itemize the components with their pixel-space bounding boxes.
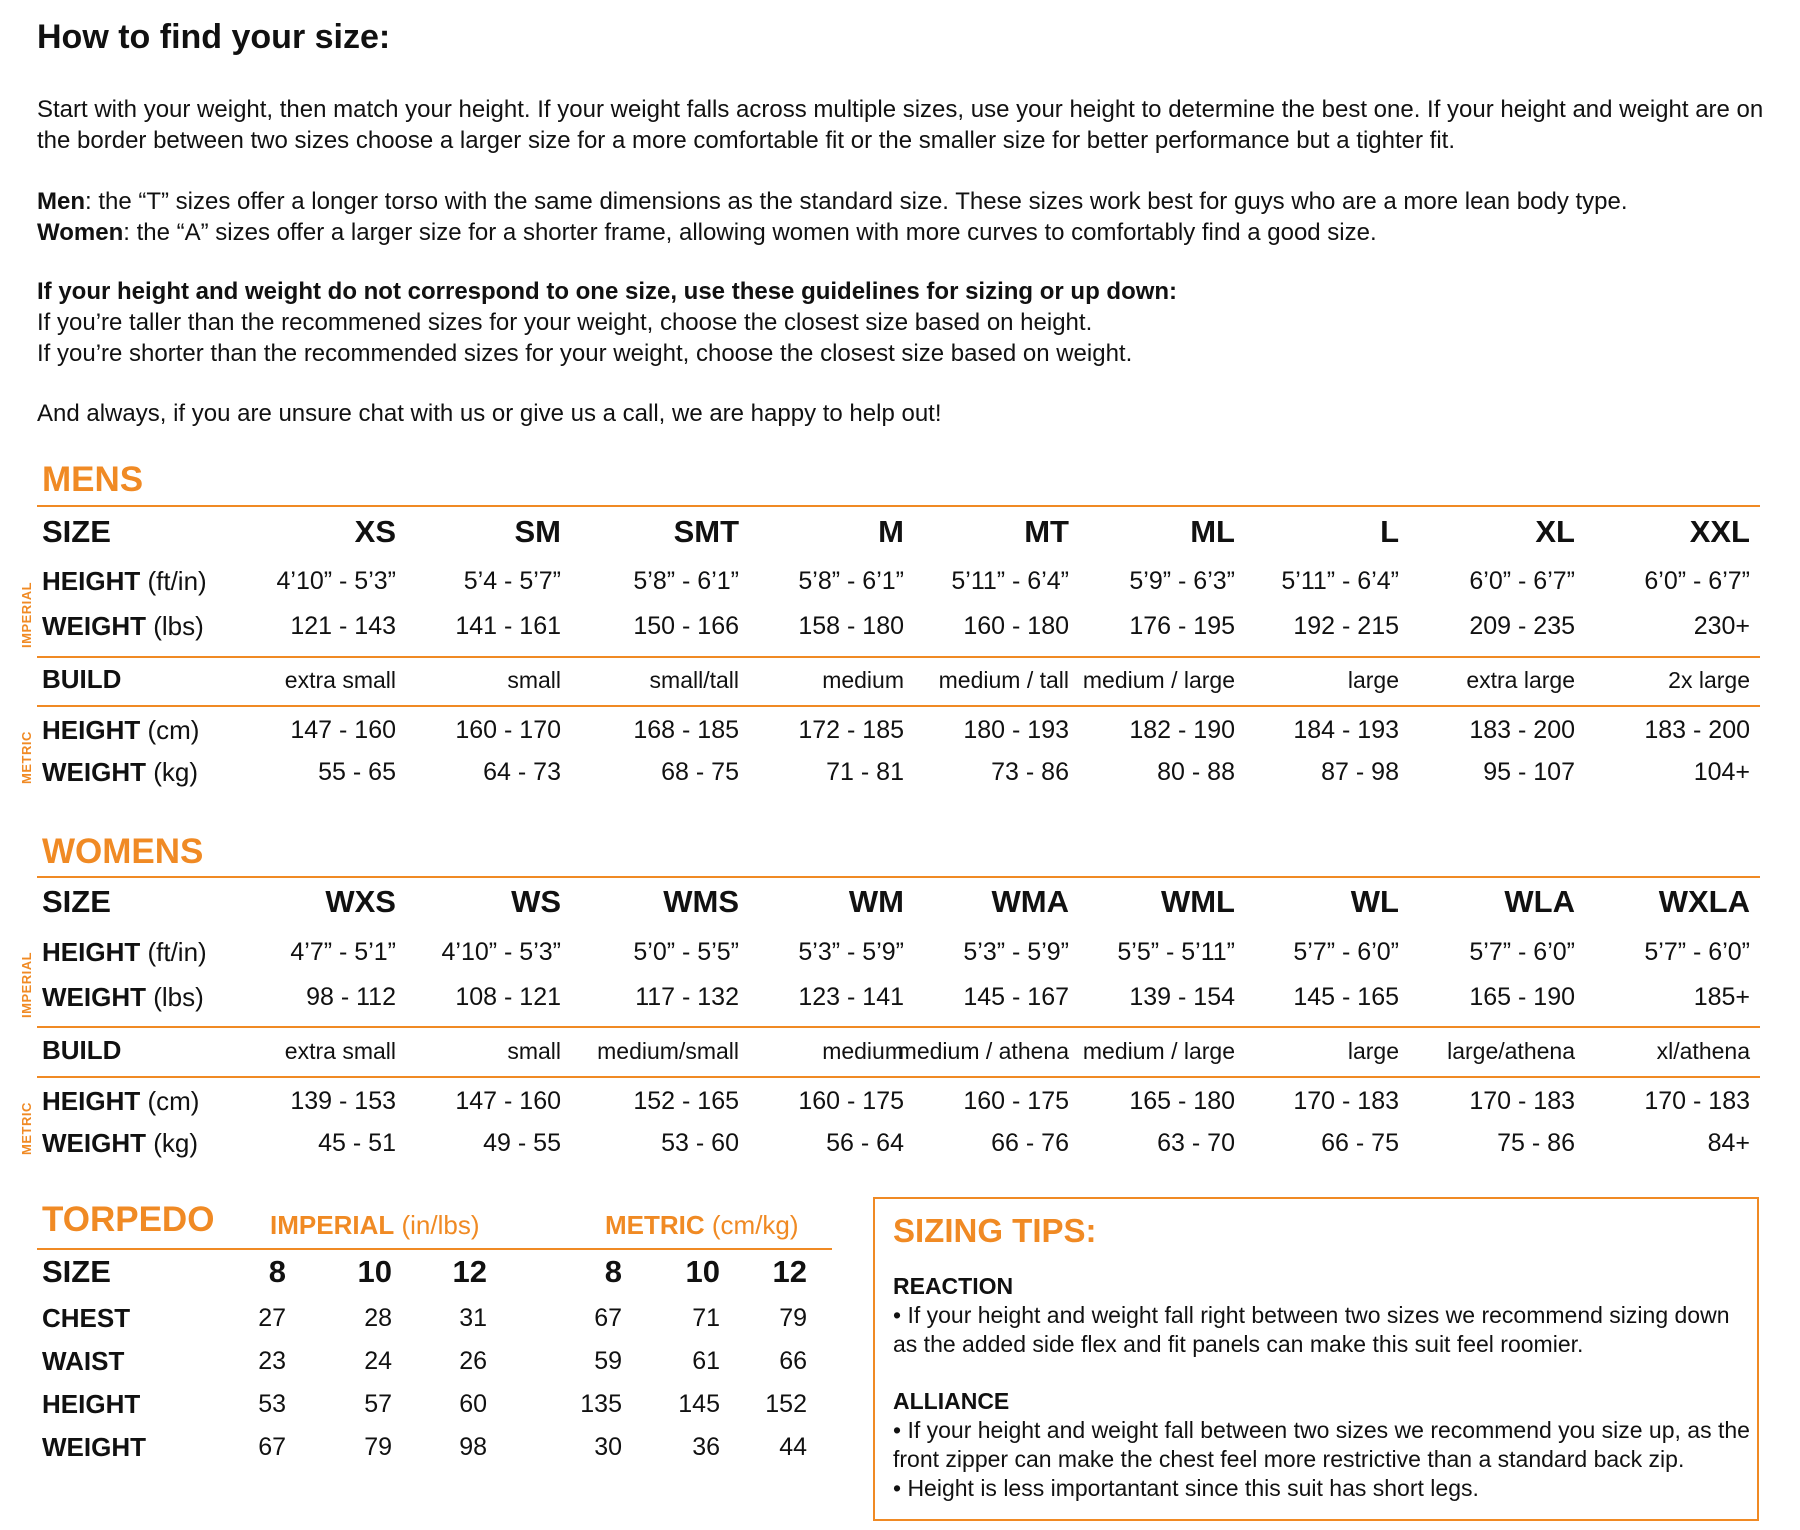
womens-weight-metric-cell: 53 - 60 (661, 1129, 739, 1157)
torpedo-row-label: CHEST (42, 1303, 131, 1333)
women-note-text: : the “A” sizes offer a larger size for a shorter frame, allowing women with more curves to comfortably find a good size. (123, 219, 1377, 246)
torpedo-value-cell: 135 (580, 1390, 622, 1418)
mens-weight-imperial-label (42, 611, 204, 642)
womens-weight-metric-cell: 75 - 86 (1497, 1129, 1575, 1157)
womens-size-label (42, 884, 111, 920)
mens-weight-metric-cell: 64 - 73 (483, 758, 561, 786)
womens-size-cell: WL (1350, 884, 1399, 919)
womens-weight-metric-cell: 63 - 70 (1157, 1129, 1235, 1157)
womens-weight-metric-cell: 56 - 64 (826, 1129, 904, 1157)
mens-size-cell: ML (1190, 514, 1235, 549)
mens-weight-metric-cell: 80 - 88 (1157, 758, 1235, 786)
mens-size-label (42, 514, 111, 550)
mens-build-cell: small (507, 667, 561, 693)
womens-build-cell: extra small (284, 1038, 396, 1064)
men-note-text: : the “T” sizes offer a longer torso with the same dimensions as the standard size. These sizes work best for guys who are a more lean body type. (85, 188, 1628, 215)
womens-divider-top (37, 876, 1760, 878)
womens-height-imperial-cell: 5’3” - 5’9” (798, 938, 904, 966)
womens-build-cell: medium / large (1082, 1038, 1235, 1064)
mens-build-label (42, 664, 121, 695)
torpedo-value-cell: 27 (258, 1304, 286, 1332)
womens-weight-imperial-cell: 123 - 141 (798, 983, 904, 1011)
torpedo-row-label: SIZE (42, 1254, 111, 1289)
torpedo-value-cell: 61 (692, 1347, 720, 1375)
mens-height-metric-cell: 183 - 200 (1644, 716, 1750, 744)
womens-weight-imperial-cell: 185+ (1693, 983, 1750, 1011)
womens-height-imperial-cell: 4’7” - 5’1” (290, 938, 396, 966)
closing-note: And always, if you are unsure chat with us or give us a call, we are happy to help out! (37, 400, 942, 427)
mens-height-imperial-cell: 6’0” - 6’7” (1644, 567, 1750, 595)
mens-weight-imperial-label-part-0: WEIGHT (42, 611, 146, 641)
sizing-tips-title: SIZING TIPS: (893, 1212, 1097, 1249)
mens-height-metric-cell: 183 - 200 (1469, 716, 1575, 744)
mens-size-cell: MT (1024, 514, 1069, 549)
mens-height-imperial-label (42, 566, 207, 597)
mens-weight-metric-cell: 87 - 98 (1321, 758, 1399, 786)
torpedo-size-cell: 12 (772, 1254, 807, 1289)
torpedo-imperial-unit: (in/lbs) (394, 1210, 480, 1240)
womens-height-metric-cell: 170 - 183 (1469, 1087, 1575, 1115)
womens-weight-imperial-cell: 108 - 121 (455, 983, 561, 1011)
men-note-label: Men (37, 188, 85, 215)
mens-size-cell: XL (1535, 514, 1575, 549)
womens-build-cell: large (1347, 1038, 1399, 1064)
womens-weight-metric-cell: 49 - 55 (483, 1129, 561, 1157)
torpedo-value-cell: 44 (779, 1433, 807, 1461)
torpedo-value-cell: 36 (692, 1433, 720, 1461)
mens-imperial-side-label: IMPERIAL (19, 581, 34, 648)
torpedo-value-cell: 145 (678, 1390, 720, 1418)
womens-height-imperial-cell: 5’5” - 5’11” (1117, 938, 1235, 966)
torpedo-value-cell: 79 (779, 1304, 807, 1332)
womens-height-metric-label-part-1: (cm) (140, 1086, 200, 1116)
tip-reaction-text: • If your height and weight fall right between two sizes we recommend sizing down as the added side flex and fit panels can make this suit feel roomier. (893, 1302, 1730, 1357)
mens-height-imperial-cell: 5’9” - 6’3” (1129, 567, 1235, 595)
mens-height-metric-cell: 168 - 185 (633, 716, 739, 744)
mens-divider-bottom (37, 705, 1760, 707)
tip-reaction-title: REACTION (893, 1273, 1014, 1299)
womens-height-imperial-cell: 4’10” - 5’3” (441, 938, 561, 966)
mens-size-cell: SMT (673, 514, 739, 549)
torpedo-value-cell: 98 (459, 1433, 487, 1461)
mens-weight-metric-cell: 71 - 81 (826, 758, 904, 786)
torpedo-metric-unit: (cm/kg) (704, 1210, 799, 1240)
mens-build-cell: extra small (284, 667, 396, 693)
mens-weight-imperial-cell: 121 - 143 (290, 612, 396, 640)
womens-build-cell: medium (822, 1038, 904, 1064)
torpedo-value-cell: 53 (258, 1390, 286, 1418)
mens-height-metric-label-part-1: (cm) (140, 715, 200, 745)
womens-imperial-side-label: IMPERIAL (19, 951, 34, 1018)
torpedo-value-cell: 26 (459, 1347, 487, 1375)
mens-weight-imperial-cell: 192 - 215 (1293, 612, 1399, 640)
mens-weight-metric-cell: 68 - 75 (661, 758, 739, 786)
mens-size-cell: M (878, 514, 904, 549)
mens-title: MENS (42, 460, 144, 499)
mens-height-metric-cell: 184 - 193 (1293, 716, 1399, 744)
womens-height-metric-cell: 160 - 175 (798, 1087, 904, 1115)
womens-metric-side-label: METRIC (19, 1102, 34, 1155)
women-note (37, 217, 1767, 248)
womens-weight-imperial-label-part-1: (lbs) (146, 982, 204, 1012)
mens-height-imperial-cell: 5’4 - 5’7” (463, 567, 561, 595)
womens-height-metric-cell: 152 - 165 (633, 1087, 739, 1115)
mens-height-metric-cell: 147 - 160 (290, 716, 396, 744)
mens-divider-middle (37, 656, 1760, 658)
mens-height-imperial-cell: 5’11” - 6’4” (951, 567, 1069, 595)
womens-size-cell: WML (1160, 884, 1235, 919)
mens-weight-metric-cell: 104+ (1693, 758, 1750, 786)
womens-weight-imperial-cell: 145 - 167 (963, 983, 1069, 1011)
womens-height-imperial-cell: 5’3” - 5’9” (963, 938, 1069, 966)
torpedo-imperial-label: IMPERIAL (270, 1210, 395, 1240)
guideline-shorter: If you’re shorter than the recommended sizes for your weight, choose the closest size based on weight. (37, 340, 1133, 367)
mens-weight-metric-label-part-0: WEIGHT (42, 757, 146, 787)
torpedo-size-cell: 10 (685, 1254, 720, 1289)
torpedo-size-cell: 8 (604, 1254, 622, 1289)
torpedo-value-cell: 24 (364, 1347, 392, 1375)
womens-size-cell: WM (848, 884, 904, 919)
page-title: How to find your size: (37, 18, 391, 56)
womens-divider-middle (37, 1026, 1760, 1028)
torpedo-value-cell: 79 (364, 1433, 392, 1461)
womens-build-label (42, 1035, 121, 1066)
womens-height-metric-label-part-0: HEIGHT (42, 1086, 141, 1116)
womens-weight-imperial-cell: 98 - 112 (306, 983, 396, 1011)
torpedo-divider (37, 1248, 832, 1250)
womens-weight-metric-cell: 45 - 51 (318, 1129, 396, 1157)
mens-height-metric-cell: 172 - 185 (798, 716, 904, 744)
womens-weight-imperial-cell: 117 - 132 (635, 983, 739, 1011)
mens-weight-imperial-cell: 176 - 195 (1129, 612, 1235, 640)
mens-build-cell: medium / tall (938, 667, 1069, 693)
womens-build-cell: medium / athena (897, 1038, 1069, 1064)
mens-build-cell: medium (822, 667, 904, 693)
mens-weight-imperial-cell: 150 - 166 (633, 612, 739, 640)
mens-height-imperial-label-part-0: HEIGHT (42, 566, 141, 596)
mens-weight-metric-cell: 73 - 86 (991, 758, 1069, 786)
mens-weight-imperial-cell: 160 - 180 (963, 612, 1069, 640)
mens-build-cell: large (1347, 667, 1399, 693)
mens-height-imperial-cell: 5’8” - 6’1” (798, 567, 904, 595)
mens-height-metric-cell: 180 - 193 (963, 716, 1069, 744)
womens-height-metric-cell: 165 - 180 (1129, 1087, 1235, 1115)
womens-title: WOMENS (42, 832, 204, 871)
womens-weight-imperial-cell: 145 - 165 (1293, 983, 1399, 1011)
mens-metric-side-label: METRIC (19, 731, 34, 784)
womens-build-cell: xl/athena (1656, 1038, 1750, 1064)
mens-weight-metric-cell: 55 - 65 (318, 758, 396, 786)
womens-weight-metric-label-part-0: WEIGHT (42, 1128, 146, 1158)
womens-weight-metric-cell: 66 - 75 (1321, 1129, 1399, 1157)
mens-height-imperial-cell: 5’8” - 6’1” (633, 567, 739, 595)
tip-alliance-text-2: • Height is less importantant since this suit has short legs. (893, 1475, 1479, 1501)
mens-size-cell: XXL (1689, 514, 1750, 549)
torpedo-value-cell: 59 (594, 1347, 622, 1375)
mens-build-label-part-0: BUILD (42, 664, 122, 694)
torpedo-value-cell: 31 (459, 1304, 487, 1332)
torpedo-size-cell: 8 (268, 1254, 286, 1289)
mens-height-imperial-cell: 6’0” - 6’7” (1469, 567, 1575, 595)
mens-height-metric-cell: 160 - 170 (455, 716, 561, 744)
womens-height-metric-cell: 147 - 160 (455, 1087, 561, 1115)
mens-height-imperial-label-part-1: (ft/in) (140, 566, 207, 596)
torpedo-value-cell: 66 (779, 1347, 807, 1375)
womens-size-cell: WLA (1504, 884, 1575, 919)
torpedo-value-cell: 23 (258, 1347, 286, 1375)
mens-weight-imperial-cell: 158 - 180 (798, 612, 904, 640)
mens-build-cell: extra large (1466, 667, 1575, 693)
womens-build-label-part-0: BUILD (42, 1035, 122, 1065)
womens-height-metric-cell: 160 - 175 (963, 1087, 1069, 1115)
torpedo-imperial-header (270, 1210, 479, 1241)
womens-height-imperial-label-part-1: (ft/in) (140, 937, 207, 967)
womens-size-cell: WXS (325, 884, 396, 919)
torpedo-metric-label: METRIC (605, 1210, 705, 1240)
guidelines-title: If your height and weight do not correspond to one size, use these guidelines for sizing or up down: (37, 278, 1178, 305)
mens-build-cell: small/tall (649, 667, 739, 693)
womens-weight-metric-label-part-1: (kg) (146, 1128, 198, 1158)
torpedo-value-cell: 30 (594, 1433, 622, 1461)
womens-size-cell: WMA (991, 884, 1069, 919)
torpedo-metric-header (605, 1210, 799, 1241)
tip-alliance-title: ALLIANCE (893, 1388, 1010, 1414)
mens-height-metric-label (42, 715, 199, 746)
torpedo-row-label: WAIST (42, 1346, 125, 1376)
mens-size-cell: L (1380, 514, 1399, 549)
mens-height-imperial-cell: 5’11” - 6’4” (1281, 567, 1399, 595)
torpedo-value-cell: 71 (692, 1304, 720, 1332)
torpedo-value-cell: 57 (364, 1390, 392, 1418)
womens-height-metric-label (42, 1086, 199, 1117)
womens-height-imperial-cell: 5’7” - 6’0” (1644, 938, 1750, 966)
womens-weight-imperial-cell: 139 - 154 (1129, 983, 1235, 1011)
torpedo-value-cell: 28 (364, 1304, 392, 1332)
womens-build-cell: large/athena (1447, 1038, 1575, 1064)
mens-weight-imperial-cell: 230+ (1693, 612, 1750, 640)
torpedo-row-label: WEIGHT (42, 1432, 146, 1462)
torpedo-size-cell: 10 (357, 1254, 392, 1289)
womens-size-cell: WS (511, 884, 561, 919)
womens-height-imperial-cell: 5’7” - 6’0” (1293, 938, 1399, 966)
men-note (37, 186, 1767, 217)
womens-height-metric-cell: 139 - 153 (290, 1087, 396, 1115)
mens-height-metric-label-part-0: HEIGHT (42, 715, 141, 745)
womens-weight-metric-label (42, 1128, 198, 1159)
guideline-taller: If you’re taller than the recommened sizes for your weight, choose the closest size based on height. (37, 309, 1093, 336)
torpedo-value-cell: 60 (459, 1390, 487, 1418)
womens-build-cell: medium/small (597, 1038, 739, 1064)
mens-build-cell: 2x large (1668, 667, 1750, 693)
mens-weight-imperial-cell: 209 - 235 (1469, 612, 1575, 640)
womens-height-metric-cell: 170 - 183 (1644, 1087, 1750, 1115)
womens-height-imperial-label (42, 937, 207, 968)
mens-height-metric-cell: 182 - 190 (1129, 716, 1235, 744)
intro-paragraph: Start with your weight, then match your height. If your weight falls across multiple sizes, use your height to determine the best one. If your height and weight are on the border between two sizes choose a larger size for a more comfortable fit or the smaller size for better performance but a tighter fit. (37, 96, 1764, 154)
mens-size-cell: SM (514, 514, 561, 549)
torpedo-row-label: HEIGHT (42, 1389, 141, 1419)
mens-weight-metric-label (42, 757, 198, 788)
torpedo-size-cell: 12 (452, 1254, 487, 1289)
tip-alliance-text-1: • If your height and weight fall between two sizes we recommend you size up, as the front zipper can make the chest feel more restrictive than a standard back zip. (893, 1417, 1750, 1472)
womens-size-cell: WXLA (1658, 884, 1750, 919)
mens-weight-imperial-label-part-1: (lbs) (146, 611, 204, 641)
mens-weight-imperial-cell: 141 - 161 (455, 612, 561, 640)
torpedo-value-cell: 152 (765, 1390, 807, 1418)
womens-weight-imperial-cell: 165 - 190 (1469, 983, 1575, 1011)
mens-size-cell: XS (354, 514, 396, 549)
mens-weight-metric-cell: 95 - 107 (1483, 758, 1575, 786)
mens-height-imperial-cell: 4’10” - 5’3” (276, 567, 396, 595)
womens-height-imperial-cell: 5’0” - 5’5” (633, 938, 739, 966)
mens-size-label-part-0: SIZE (42, 514, 111, 549)
women-note-label: Women (37, 219, 124, 246)
torpedo-value-cell: 67 (594, 1304, 622, 1332)
torpedo-value-cell: 67 (258, 1433, 286, 1461)
womens-build-cell: small (507, 1038, 561, 1064)
torpedo-title: TORPEDO (42, 1200, 215, 1239)
womens-height-imperial-cell: 5’7” - 6’0” (1469, 938, 1575, 966)
womens-weight-metric-cell: 84+ (1707, 1129, 1750, 1157)
womens-weight-imperial-label (42, 982, 204, 1013)
womens-height-imperial-label-part-0: HEIGHT (42, 937, 141, 967)
womens-weight-metric-cell: 66 - 76 (991, 1129, 1069, 1157)
womens-height-metric-cell: 170 - 183 (1293, 1087, 1399, 1115)
mens-weight-metric-label-part-1: (kg) (146, 757, 198, 787)
womens-weight-imperial-label-part-0: WEIGHT (42, 982, 146, 1012)
womens-divider-bottom (37, 1076, 1760, 1078)
womens-size-cell: WMS (663, 884, 739, 919)
mens-divider-top (37, 505, 1760, 507)
womens-size-label-part-0: SIZE (42, 884, 111, 919)
mens-build-cell: medium / large (1082, 667, 1235, 693)
